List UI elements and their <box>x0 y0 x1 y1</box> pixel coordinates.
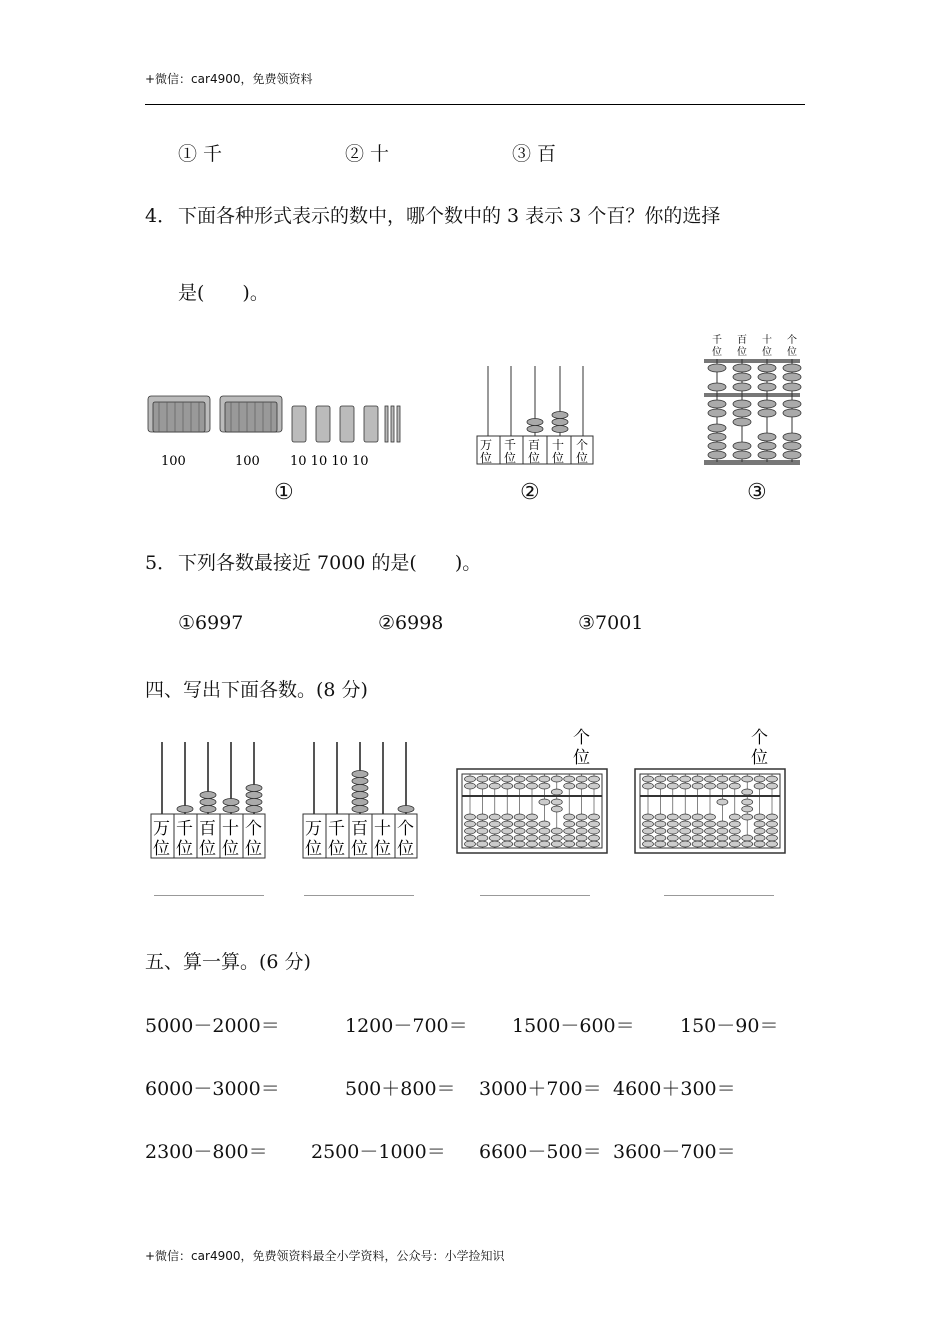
suanpan-bead <box>589 835 600 841</box>
suanpan-bead <box>692 783 703 789</box>
suanpan-bead <box>705 841 716 847</box>
fig-mark-3: ③ <box>747 480 767 505</box>
fig3-label-shi: 十 <box>762 335 772 346</box>
a-label-bai: 百 <box>199 819 216 839</box>
suanpan-bead <box>539 835 550 841</box>
suanpan-bead <box>477 776 488 782</box>
suanpan-bead <box>667 828 678 834</box>
suanpan-bead <box>754 828 765 834</box>
suanpan-bead <box>477 828 488 834</box>
suanpan-bead <box>692 776 703 782</box>
suanpan-bead <box>465 841 476 847</box>
calc-r2-c3: 3000＋700＝ <box>479 1078 602 1100</box>
fig2-label-wei: 位 <box>576 451 589 465</box>
suanpan-bead <box>551 776 562 782</box>
calc-r2-c1: 6000－3000＝ <box>145 1078 280 1100</box>
suanpan-bead <box>643 828 654 834</box>
suanpan-bead <box>527 828 538 834</box>
suanpan-bead <box>502 828 513 834</box>
answer-line-3[interactable] <box>480 895 590 896</box>
suanpan-bead <box>643 821 654 827</box>
suanpan-bead <box>514 814 525 820</box>
a-label-wei: 位 <box>245 839 262 859</box>
suanpan-bead <box>729 814 740 820</box>
calc-r3-c3: 6600－500＝ <box>479 1141 602 1163</box>
suanpan-bead <box>742 814 753 820</box>
suanpan-bead <box>643 841 654 847</box>
suanpan-bead <box>589 776 600 782</box>
b-label-bai: 百 <box>351 819 368 839</box>
suanpan-bead <box>680 776 691 782</box>
suanpan-bead <box>564 814 575 820</box>
suanpan-bead <box>477 841 488 847</box>
section4-abacus-a <box>150 740 268 860</box>
fig2-label-wei: 位 <box>480 451 493 465</box>
suanpan-bead <box>514 841 525 847</box>
header-rule <box>145 104 805 105</box>
suanpan-bead <box>692 828 703 834</box>
suanpan-bead <box>767 841 778 847</box>
d-unit-ge: 个 <box>751 728 768 748</box>
b-label-ge: 个 <box>397 819 414 839</box>
a-label-wei: 位 <box>222 839 239 859</box>
fig3-label-qian: 千 <box>712 335 722 346</box>
calc-r1-c4: 150－90＝ <box>680 1015 779 1037</box>
b-label-wei: 位 <box>374 839 391 859</box>
suanpan-bead <box>717 835 728 841</box>
suanpan-bead <box>589 783 600 789</box>
answer-line-1[interactable] <box>154 895 264 896</box>
suanpan-bead <box>551 841 562 847</box>
b-label-wei: 位 <box>351 839 368 859</box>
q5-stem: 下列各数最接近 7000 的是( )。 <box>178 552 482 574</box>
suanpan-bead <box>551 806 562 812</box>
suanpan-bead <box>589 821 600 827</box>
b-label-wan: 万 <box>305 819 322 839</box>
suanpan-bead <box>643 783 654 789</box>
suanpan-bead <box>692 814 703 820</box>
suanpan-bead <box>564 828 575 834</box>
suanpan-bead <box>489 841 500 847</box>
fig2-label-shi: 十 <box>552 438 565 452</box>
suanpan-bead <box>539 841 550 847</box>
suanpan-bead <box>680 841 691 847</box>
a-label-wei: 位 <box>199 839 216 859</box>
suanpan-bead <box>667 776 678 782</box>
calc-r1-c3: 1500－600＝ <box>512 1015 635 1037</box>
suanpan-bead <box>465 828 476 834</box>
suanpan-bead <box>502 814 513 820</box>
suanpan-bead <box>539 783 550 789</box>
q4-number: 4． <box>145 205 177 227</box>
suanpan-bead <box>527 835 538 841</box>
q4-stem: 下面各种形式表示的数中，哪个数中的 3 表示 3 个百？你的选择 <box>178 205 721 227</box>
suanpan-bead <box>680 828 691 834</box>
section4-suanpan-c <box>456 726 610 856</box>
suanpan-bead <box>655 841 666 847</box>
suanpan-bead <box>551 789 562 795</box>
suanpan-bead <box>717 821 728 827</box>
section5-title: 五、算一算。(6 分) <box>145 951 311 973</box>
calc-r2-c2: 500＋800＝ <box>345 1078 456 1100</box>
suanpan-bead <box>705 835 716 841</box>
suanpan-bead <box>465 814 476 820</box>
suanpan-bead <box>717 776 728 782</box>
fig-mark-1: ① <box>274 480 294 505</box>
q3-option-1: ① 千 <box>178 143 223 165</box>
footer-text: +微信：car4900，免费领资料最全小学资料，公众号：小学捡知识 <box>145 1249 505 1263</box>
d-unit-wei: 位 <box>751 748 768 768</box>
suanpan-bead <box>489 783 500 789</box>
suanpan-bead <box>680 835 691 841</box>
suanpan-bead <box>589 814 600 820</box>
stick-bundles-figure <box>145 388 415 478</box>
suanpan-bead <box>767 776 778 782</box>
suanpan-bead <box>692 835 703 841</box>
suanpan-bead <box>576 841 587 847</box>
suanpan-bead <box>754 814 765 820</box>
suanpan-bead <box>667 814 678 820</box>
fig3-label-bai: 百 <box>737 335 747 346</box>
suanpan-bead <box>489 835 500 841</box>
q5-number: 5． <box>145 552 177 574</box>
c-unit-wei: 位 <box>573 748 590 768</box>
suanpan-bead <box>754 835 765 841</box>
suanpan-bead <box>692 841 703 847</box>
suanpan-bead <box>514 821 525 827</box>
suanpan-bead <box>742 776 753 782</box>
suanpan-bead <box>489 828 500 834</box>
suanpan-bead <box>527 814 538 820</box>
section4-abacus-b <box>302 740 420 860</box>
c-unit-ge: 个 <box>573 728 590 748</box>
suanpan-bead <box>576 828 587 834</box>
suanpan-bead <box>717 799 728 805</box>
suanpan-bead <box>502 783 513 789</box>
suanpan-bead <box>489 821 500 827</box>
suanpan-bead <box>502 821 513 827</box>
suanpan-bead <box>564 776 575 782</box>
q3-option-3: ③ 百 <box>512 143 557 165</box>
b-label-wei: 位 <box>397 839 414 859</box>
suanpan-bead <box>742 841 753 847</box>
suanpan-bead <box>655 821 666 827</box>
suanpan-bead <box>754 783 765 789</box>
fig2-label-wei: 位 <box>528 451 541 465</box>
suanpan-bead <box>692 821 703 827</box>
suanpan-bead <box>729 835 740 841</box>
suanpan-bead <box>589 841 600 847</box>
suanpan-bead <box>477 783 488 789</box>
suanpan-bead <box>742 835 753 841</box>
suanpan-bead <box>643 814 654 820</box>
calc-r3-c2: 2500－1000＝ <box>311 1141 446 1163</box>
suanpan-bead <box>767 835 778 841</box>
suanpan-bead <box>502 835 513 841</box>
suanpan-bead <box>667 841 678 847</box>
suanpan-bead <box>729 783 740 789</box>
suanpan-bead <box>465 821 476 827</box>
q3-option-2: ② 十 <box>345 143 390 165</box>
suanpan-bead <box>754 821 765 827</box>
suanpan-bead <box>564 835 575 841</box>
q5-option-2: ②6998 <box>378 612 444 634</box>
suanpan-bead <box>705 776 716 782</box>
suanpan-bead <box>667 835 678 841</box>
suanpan-bead <box>767 783 778 789</box>
fig-mark-2: ② <box>520 480 540 505</box>
suanpan-bead <box>655 783 666 789</box>
suanpan-bead <box>477 835 488 841</box>
calc-r2-c4: 4600＋300＝ <box>613 1078 736 1100</box>
suanpan-bead <box>564 783 575 789</box>
suanpan-bead <box>465 835 476 841</box>
suanpan-bead <box>489 776 500 782</box>
suanpan-bead <box>705 821 716 827</box>
suanpan-bead <box>655 835 666 841</box>
suanpan-bead <box>655 814 666 820</box>
fig2-label-ge: 个 <box>576 438 589 452</box>
q5-option-3: ③7001 <box>578 612 644 634</box>
suanpan-bead <box>539 799 550 805</box>
a-label-wei: 位 <box>176 839 193 859</box>
suanpan-bead <box>729 828 740 834</box>
suanpan-bead <box>489 814 500 820</box>
suanpan-bead <box>667 783 678 789</box>
suanpan-bead <box>527 776 538 782</box>
suanpan-bead <box>717 841 728 847</box>
suanpan-bead <box>767 828 778 834</box>
answer-line-2[interactable] <box>304 895 414 896</box>
fig2-label-wan: 万 <box>480 438 493 452</box>
fig2-label-qian: 千 <box>504 438 517 452</box>
suanpan-bead <box>576 835 587 841</box>
suanpan-bead <box>680 814 691 820</box>
suanpan-bead <box>514 776 525 782</box>
a-label-wei: 位 <box>153 839 170 859</box>
suanpan-bead <box>539 828 550 834</box>
a-label-ge: 个 <box>245 819 262 839</box>
fig1-label-1: 100 <box>161 454 186 469</box>
calc-r3-c1: 2300－800＝ <box>145 1141 268 1163</box>
suanpan-bead <box>643 776 654 782</box>
suanpan-bead <box>655 776 666 782</box>
fig3-label-wei: 位 <box>762 347 772 358</box>
calc-r1-c2: 1200－700＝ <box>345 1015 468 1037</box>
suanpan-bead <box>742 799 753 805</box>
b-label-qian: 千 <box>328 819 345 839</box>
section4-suanpan-d <box>634 726 788 856</box>
suanpan-bead <box>705 828 716 834</box>
b-label-wei: 位 <box>305 839 322 859</box>
suanpan-bead <box>465 783 476 789</box>
fig3-label-wei: 位 <box>787 347 797 358</box>
suanpan-bead <box>527 841 538 847</box>
calc-r1-c1: 5000－2000＝ <box>145 1015 280 1037</box>
suanpan-bead <box>717 783 728 789</box>
fig1-label-3: 10 10 10 10 <box>290 454 369 469</box>
q4-stem-2: 是( )。 <box>178 282 269 304</box>
a-label-wan: 万 <box>153 819 170 839</box>
suanpan-bead <box>551 828 562 834</box>
fig1-label-2: 100 <box>235 454 260 469</box>
section4-title: 四、写出下面各数。(8 分) <box>145 679 368 701</box>
suanpan-figure <box>704 332 804 468</box>
suanpan-bead <box>576 776 587 782</box>
fig3-label-ge: 个 <box>787 335 797 346</box>
suanpan-bead <box>705 814 716 820</box>
suanpan-bead <box>477 821 488 827</box>
suanpan-bead <box>680 821 691 827</box>
suanpan-bead <box>514 828 525 834</box>
suanpan-bead <box>539 776 550 782</box>
suanpan-bead <box>514 835 525 841</box>
suanpan-bead <box>564 821 575 827</box>
suanpan-bead <box>514 783 525 789</box>
suanpan-bead <box>477 814 488 820</box>
suanpan-bead <box>729 841 740 847</box>
suanpan-bead <box>576 783 587 789</box>
a-label-qian: 千 <box>176 819 193 839</box>
a-label-shi: 十 <box>222 819 239 839</box>
suanpan-bead <box>754 776 765 782</box>
suanpan-bead <box>564 841 575 847</box>
suanpan-bead <box>643 835 654 841</box>
suanpan-bead <box>754 841 765 847</box>
suanpan-bead <box>667 821 678 827</box>
suanpan-bead <box>729 821 740 827</box>
fig3-label-wei: 位 <box>712 347 722 358</box>
suanpan-bead <box>502 841 513 847</box>
suanpan-bead <box>705 783 716 789</box>
b-label-shi: 十 <box>374 819 391 839</box>
suanpan-bead <box>767 814 778 820</box>
suanpan-bead <box>717 828 728 834</box>
suanpan-bead <box>767 821 778 827</box>
answer-line-4[interactable] <box>664 895 774 896</box>
suanpan-bead <box>729 776 740 782</box>
suanpan-bead <box>465 776 476 782</box>
fig3-label-wei: 位 <box>737 347 747 358</box>
suanpan-bead <box>680 783 691 789</box>
fig2-label-wei: 位 <box>552 451 565 465</box>
suanpan-bead <box>742 806 753 812</box>
fig2-label-bai: 百 <box>528 438 541 452</box>
suanpan-bead <box>576 821 587 827</box>
header-text: +微信：car4900，免费领资料 <box>145 72 313 86</box>
fig2-label-wei: 位 <box>504 451 517 465</box>
suanpan-bead <box>589 828 600 834</box>
suanpan-bead <box>551 835 562 841</box>
suanpan-bead <box>502 776 513 782</box>
suanpan-bead <box>551 799 562 805</box>
suanpan-bead <box>539 821 550 827</box>
suanpan-bead <box>527 783 538 789</box>
suanpan-bead <box>655 828 666 834</box>
b-label-wei: 位 <box>328 839 345 859</box>
suanpan-bead <box>576 814 587 820</box>
suanpan-bead <box>527 821 538 827</box>
calc-r3-c4: 3600－700＝ <box>613 1141 736 1163</box>
q5-option-1: ①6997 <box>178 612 244 634</box>
suanpan-bead <box>742 789 753 795</box>
place-abacus-figure <box>476 364 596 468</box>
